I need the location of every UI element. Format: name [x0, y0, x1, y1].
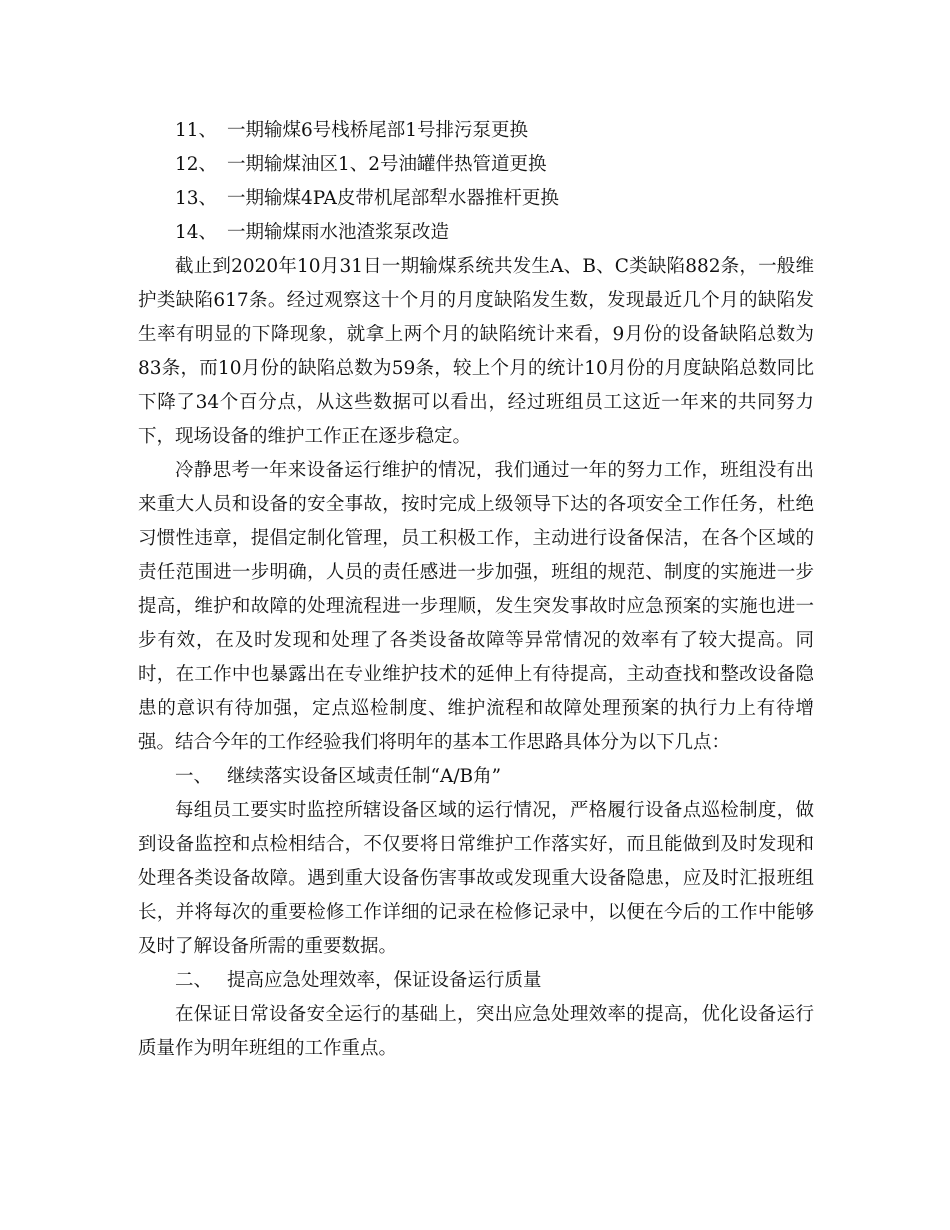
list-item-text: 一期输煤4PA皮带机尾部犁水器推杆更换	[227, 188, 559, 209]
list-item-text: 一期输煤6号栈桥尾部1号排污泵更换	[227, 120, 529, 141]
list-item	[138, 148, 814, 182]
list-item	[138, 114, 814, 148]
defect-statistics-paragraph: 截止到2020年10月31日一期输煤系统共发生A、B、C类缺陷882条，一般维护类缺陷617条。经过观察这十个月的月度缺陷发生数，发现最近几个月的缺陷发生率有明显的下降现象，就拿上两个月的缺陷统计来看，9月份的设备缺陷总数为83条，而10月份的缺陷总数为59条，较上个月的统计10月份的月度缺陷总数同比下降了34个百分点，从这些数据可以看出，经过班组员工这近一年来的共同努力下，现场设备的维护工作正在逐步稳定。	[138, 256, 814, 447]
annual-review-paragraph: 冷静思考一年来设备运行维护的情况，我们通过一年的努力工作，班组没有出来重大人员和设备的安全事故，按时完成上级领导下达的各项安全工作任务，杜绝习惯性违章，提倡定制化管理，员工积极工作，主动进行设备保洁，在各个区域的责任范围进一步明确，人员的责任感进一步加强，班组的规范、制度的实施进一步提高，维护和故障的处理流程进一步理顺，发生突发事故时应急预案的实施也进一步有效，在及时发现和处理了各类设备故障等异常情况的效率有了较大提高。同时，在工作中也暴露出在专业维护技术的延伸上有待提高，主动查找和整改设备隐患的意识有待加强，定点巡检制度、维护流程和故障处理预案的执行力上有待增强。结合今年的工作经验我们将明年的基本工作思路具体分为以下几点：	[138, 460, 814, 753]
list-item-text: 一期输煤雨水池渣浆泵改造	[227, 222, 450, 243]
section-number: 二、	[175, 970, 213, 991]
list-item-number: 12、	[175, 154, 218, 175]
document-body	[138, 114, 814, 1066]
list-item-text: 一期输煤油区1、2号油罐伴热管道更换	[227, 154, 547, 175]
list-item	[138, 216, 814, 250]
responsibility-paragraph: 每组员工要实时监控所辖设备区域的运行情况，严格履行设备点巡检制度，做到设备监控和点检相结合，不仅要将日常维护工作落实好，而且能做到及时发现和处理各类设备故障。遇到重大设备伤害事故或发现重大设备隐患，应及时汇报班组长，并将每次的重要检修工作详细的记录在检修记录中，以便在今后的工作中能够及时了解设备所需的重要数据。	[138, 800, 814, 957]
list-item-number: 13、	[175, 188, 218, 209]
list-item-number: 11、	[175, 120, 218, 141]
section-heading	[138, 964, 814, 998]
section-title: 继续落实设备区域责任制“A/B角”	[227, 766, 502, 787]
list-item-number: 14、	[175, 222, 218, 243]
section-heading	[138, 760, 814, 794]
list-item	[138, 182, 814, 216]
section-title: 提高应急处理效率，保证设备运行质量	[227, 970, 542, 991]
section-number: 一、	[175, 766, 213, 787]
emergency-efficiency-paragraph: 在保证日常设备安全运行的基础上，突出应急处理效率的提高，优化设备运行质量作为明年班组的工作重点。	[138, 1004, 814, 1059]
